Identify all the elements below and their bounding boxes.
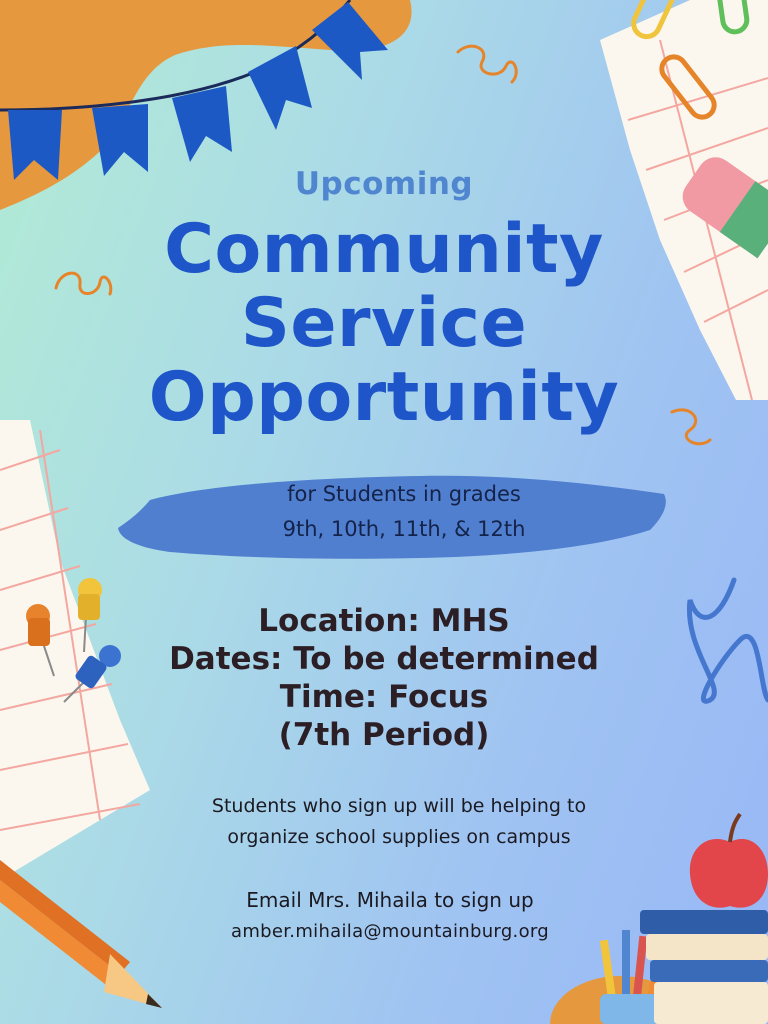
description-line-1: Students who sign up will be helping to: [211, 795, 587, 817]
dates-text: Dates: To be determined: [169, 641, 599, 677]
email-cta-text: Email Mrs. Mihaila to sign up: [246, 888, 534, 912]
grades-line-1: for Students in grades: [287, 482, 521, 506]
headline-line-1: Community: [164, 210, 604, 289]
email-address-link[interactable]: amber.mihaila@mountainburg.org: [231, 921, 549, 942]
period-text: (7th Period): [278, 717, 490, 753]
squiggle-icon: [458, 46, 516, 82]
time-text: Time: Focus: [279, 679, 489, 715]
kicker-text: Upcoming: [294, 166, 474, 202]
grades-line-2: 9th, 10th, 11th, & 12th: [282, 517, 526, 541]
headline-line-3: Opportunity: [148, 358, 620, 437]
location-text: Location: MHS: [258, 603, 510, 639]
headline-line-2: Service: [240, 284, 528, 363]
description-line-2: organize school supplies on campus: [227, 826, 571, 848]
